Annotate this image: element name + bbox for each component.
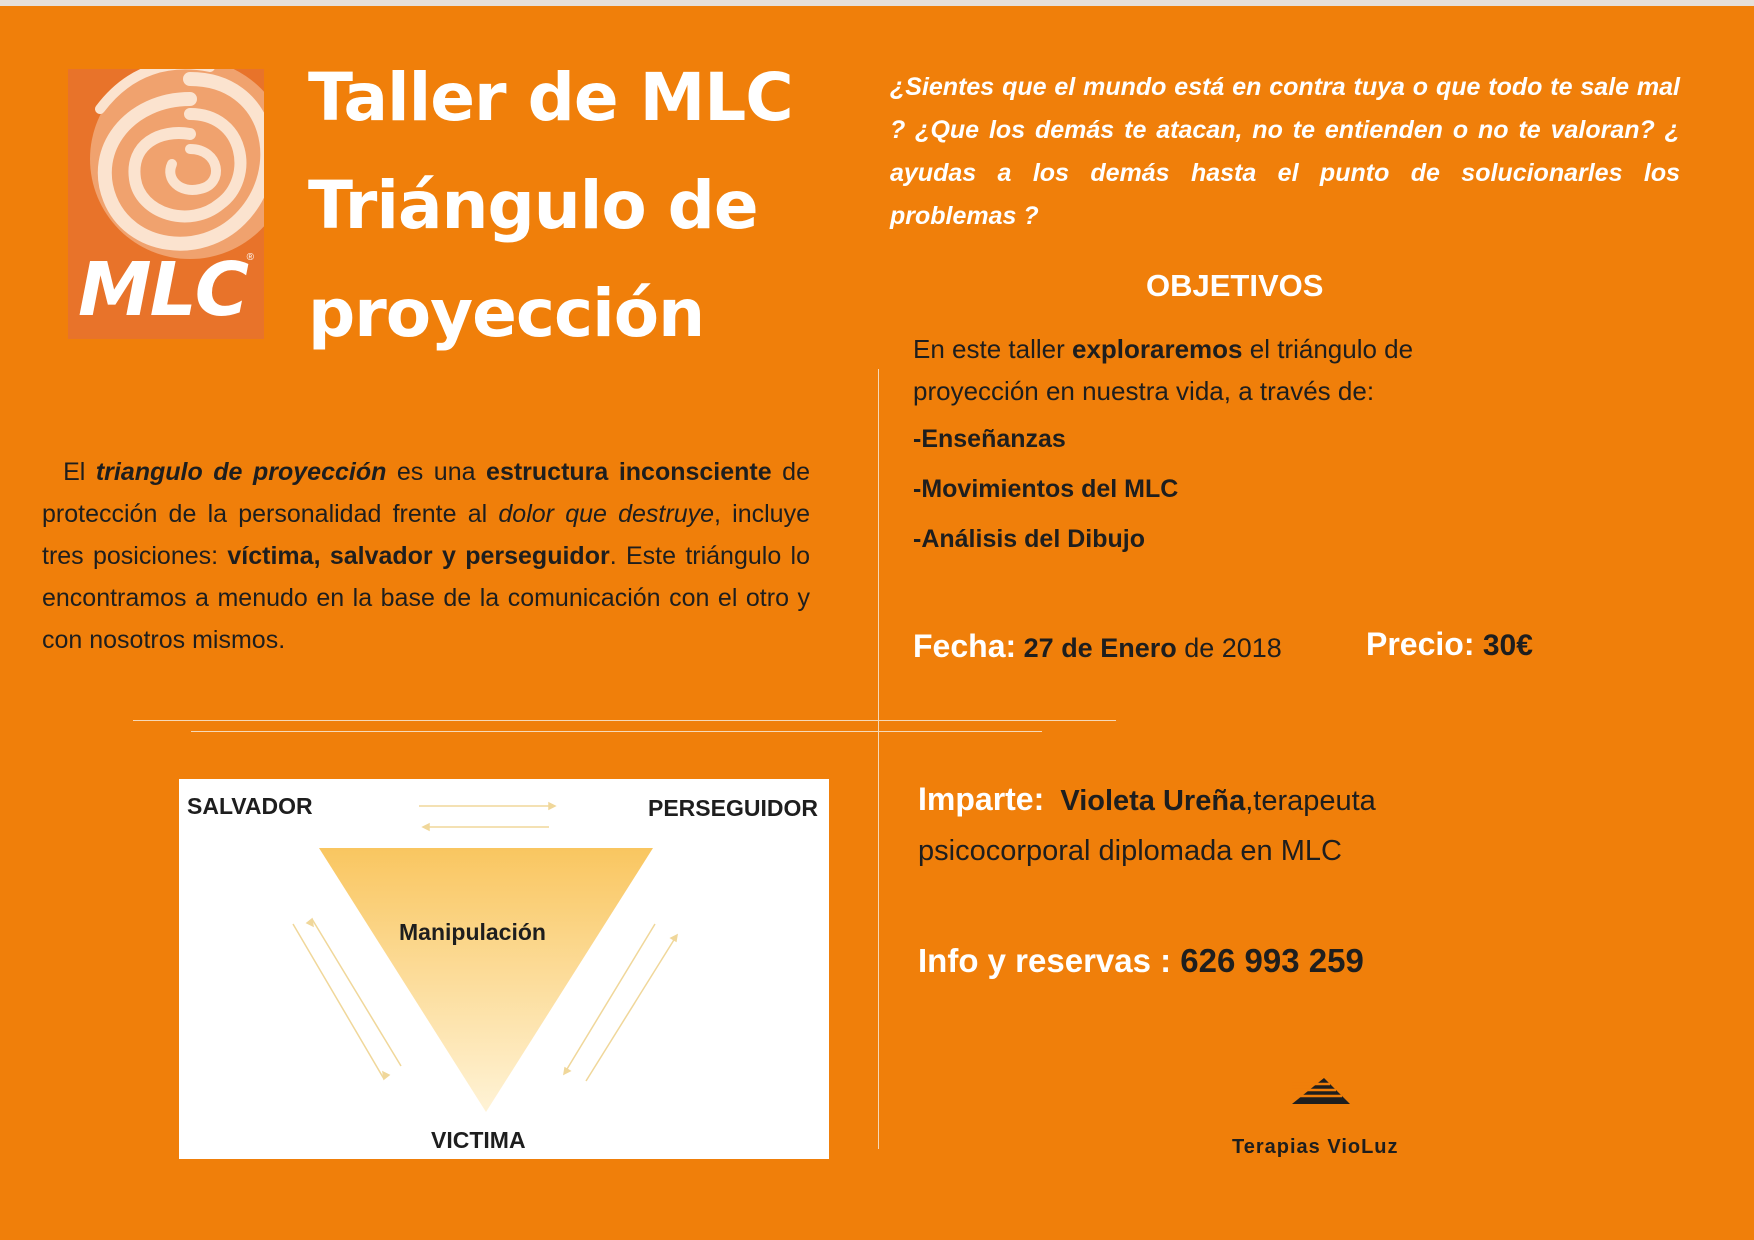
divider-line xyxy=(133,720,1116,721)
instructor xyxy=(918,774,1478,876)
instructor-label: Imparte: xyxy=(918,781,1045,817)
triangle-diagram xyxy=(179,779,829,1159)
pyramid-logo-icon xyxy=(1290,1074,1352,1108)
title-line-1: Taller de MLC xyxy=(308,59,793,136)
title-line-2: Triángulo de xyxy=(308,167,758,244)
objectives-intro xyxy=(913,328,1473,412)
label-manipulacion: Manipulación xyxy=(399,919,546,945)
divider-line xyxy=(191,731,1042,732)
objective-item: -Enseñanzas xyxy=(913,425,1066,453)
desc-bold: estructura inconsciente xyxy=(486,458,772,486)
desc-bold-italic: triangulo de proyección xyxy=(95,458,387,486)
objectives-intro-post: el triángulo de proyección en nuestra vida, a través de: xyxy=(913,334,1414,406)
price-line xyxy=(1366,626,1533,663)
date-bold: 27 de Enero xyxy=(1023,633,1177,663)
description-paragraph xyxy=(42,451,810,661)
objectives-intro-pre: En este taller xyxy=(913,334,1072,364)
instructor-name: Violeta Ureña xyxy=(1060,785,1246,817)
title-line-3: proyección xyxy=(308,275,705,352)
label-salvador: SALVADOR xyxy=(187,793,313,819)
date-label: Fecha: xyxy=(913,628,1017,664)
logo-text: MLC xyxy=(78,247,248,333)
desc-bold: víctima, salvador y perseguidor xyxy=(227,542,610,570)
desc-text: es una xyxy=(386,458,487,486)
page-title xyxy=(308,44,793,368)
phone-number: 626 993 259 xyxy=(1180,942,1364,979)
desc-text: de protección de la personalidad frente al xyxy=(42,458,810,528)
date-line xyxy=(913,628,1282,665)
objectives-heading: OBJETIVOS xyxy=(1146,268,1324,303)
desc-text: . Este triángulo lo encontramos a menudo en la base de la comunicación con el otro y con nosotros mismos. xyxy=(42,542,811,654)
label-victima: VICTIMA xyxy=(431,1127,526,1153)
objective-item: -Movimientos del MLC xyxy=(913,475,1179,503)
desc-italic: dolor que destruye xyxy=(498,500,715,528)
mlc-logo xyxy=(68,69,264,339)
contact-label: Info y reservas : xyxy=(918,942,1172,979)
flyer-page xyxy=(0,6,1754,1240)
registered-mark: ® xyxy=(246,252,254,263)
objectives-intro-bold: exploraremos xyxy=(1071,334,1243,364)
brand-name: Terapias VioLuz xyxy=(1232,1136,1399,1158)
desc-text: , incluye tres posiciones: xyxy=(42,500,810,570)
objective-item: -Análisis del Dibujo xyxy=(913,525,1145,553)
contact-info xyxy=(918,942,1364,980)
vertical-divider xyxy=(878,369,879,1149)
instructor-role: ,terapeuta psicocorporal diplomada en MLC xyxy=(918,785,1376,867)
price-label: Precio: xyxy=(1366,626,1475,662)
triangle-graphic xyxy=(179,779,829,1159)
intro-question: ¿Sientes que el mundo está en contra tuya o que todo te sale mal ? ¿Que los demás te atacan, no te entienden o no te valoran? ¿ ayudas a los demás hasta el punto de solucionarles los problemas ? xyxy=(890,73,1680,230)
desc-text: El xyxy=(63,458,96,486)
label-perseguidor: PERSEGUIDOR xyxy=(648,795,818,821)
date-rest: de 2018 xyxy=(1176,633,1282,663)
price-value: 30€ xyxy=(1482,629,1533,662)
